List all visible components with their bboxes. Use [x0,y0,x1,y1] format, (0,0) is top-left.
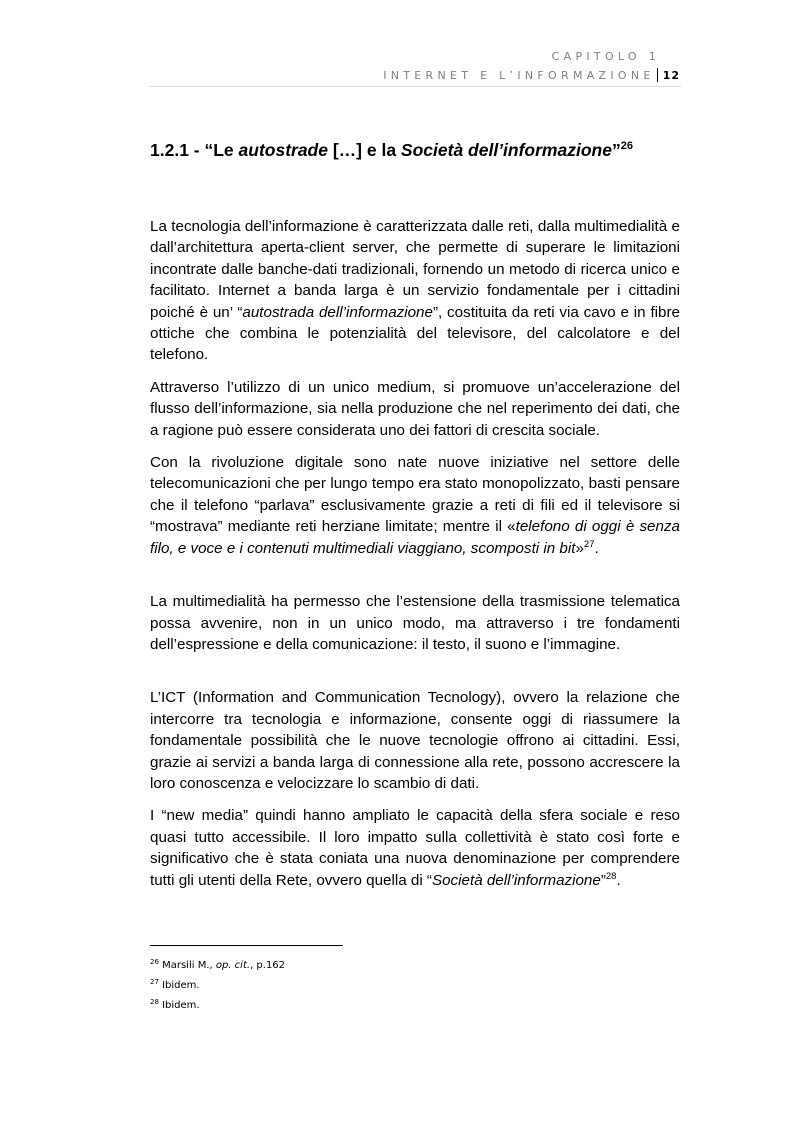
paragraph-3: Con la rivoluzione digitale sono nate nuove iniziative nel settore delle telecomunicazioni che per lungo tempo era stato monopolizzato, basti pensare che il telefono “parlava” esclusivamente grazie a reti di fili ed il televisore si “mostrava” mediante reti herziane limitate; mentre il «telefono di oggi è senza filo, e voce e i contenuti multimediali viaggiano, scomposti in bit»$^{27}$. [150,454,680,557]
paragraph-4: La multimedialità ha permesso che l’estensione della trasmissione telematica possa avvenire, non in un unico modo, ma attraverso i tre fondamenti dell’espressione e della comunicazione: il testo, il suono e l’immagine. [150,593,680,653]
paragraph-5: L’ICT (Information and Communication Tecnology), ovvero la relazione che intercorre tra tecnologia e informazione, consente oggi di riassumere la fondamentale possibilità che le nuove tecnologie offrono ai cittadini. Essi, grazie ai servizi a banda larga di connessione alla rete, possono accrescere la loro conoscenza e velocizzare lo scambio di dati. [150,689,680,792]
footnote-ref-26: 26 [620,140,633,152]
heading-suffix: ” [611,140,621,160]
paragraph-2: Attraverso l’utilizzo di un unico medium, si promuove un’accelerazione del flusso dell’informazione, sia nella produzione che nel reperimento dei dati, che a ragione può essere considerata uno dei fattori di crescita sociale. [150,378,680,439]
header-chapter: CAPITOLO 1 [551,50,660,63]
paragraph-1: La tecnologia dell’informazione è caratterizzata dalle reti, dalla multimedialità e dall’architettura aperta-client server, che permette di superare le limitazioni incontrate dalle banche-dati tradizionali, fornendo un metodo di ricerca unico e facilitato. Internet a banda larga è un servizio fondamentale per i cittadini poiché è un’ “autostrada dell’informazione”, costituita da reti via cavo e in fibre ottiche che combina le potenzialità del televisore, del calcolatore e del telefono. [150,218,680,364]
paragraph-6: I “new media” quindi hanno ampliato le capacità della sfera sociale e reso quasi tutto accessibile. Il loro impatto sulla collettività è stato così forte e significativo che è stata coniata una nuova denominazione per comprendere tutti gli utenti della Rete, ovvero quella di “Società dell’informazione”$^{28}$. [150,807,680,889]
footnote-28: $^{28}$ Ibidem. [150,998,200,1011]
em-telefono-quote: telefono di oggi è senza filo, e voce e i contenuti multimediali viaggiano, scomposti in bit [150,518,680,557]
heading-prefix: 1.2.1 - “Le [150,140,239,160]
footnote-ref-27: 27 [583,538,595,550]
running-header [383,68,680,82]
body-text [150,216,680,891]
heading-em-societa: Società dell’informazione [400,140,612,160]
em-societa: Società dell’informazione [431,871,601,889]
heading-em-autostrade: autostrade [238,140,328,160]
section-heading [150,140,633,161]
page-number: 12 [662,68,680,82]
header-separator [657,68,658,82]
footnote-rule [150,945,343,946]
header-rule [149,86,681,87]
footnote-27: $^{27}$ Ibidem. [150,978,200,991]
footnote-ref-28: 28 [605,870,617,882]
header-title: INTERNET E L’INFORMAZIONE [383,68,655,82]
footnote-26: $^{26}$ Marsili M., op. cit., p.162 [150,958,286,971]
em-autostrada: autostrada dell’informazione [242,303,433,321]
footnotes [150,954,285,1014]
heading-mid: […] e la [327,140,401,160]
